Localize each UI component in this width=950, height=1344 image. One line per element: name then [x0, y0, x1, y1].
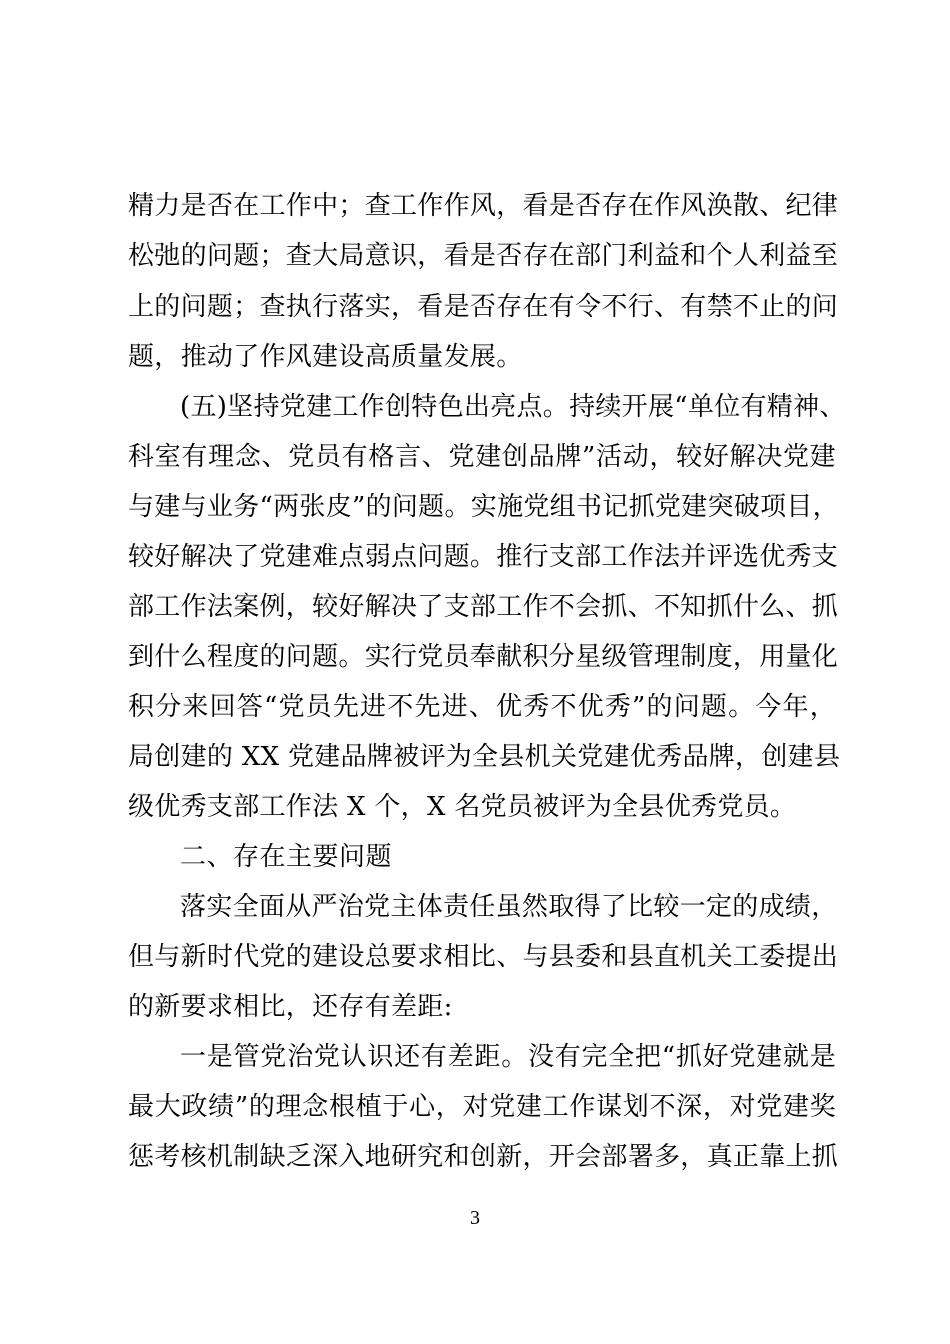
body-text-line: 松弛的问题；查大局意识，看是否存在部门利益和个人利益至: [128, 241, 839, 271]
body-text-line: 的新要求相比，还存有差距:: [128, 992, 453, 1022]
body-text-line: 科室有理念、党员有格言、党建创品牌”活动，较好解决党建: [128, 442, 836, 472]
section-heading: 二、存在主要问题: [180, 842, 393, 872]
body-text-line: 局创建的 XX 党建品牌被评为全县机关党建优秀品牌，创建县: [128, 742, 841, 772]
body-text-line: 部工作法案例，较好解决了支部工作不会抓、不知抓什么、抓: [128, 592, 839, 622]
body-text-line: 题，推动了作风建设高质量发展。: [128, 342, 523, 372]
body-text-line: 最大政绩”的理念根植于心，对党建工作谋划不深，对党建奖: [128, 1092, 836, 1122]
body-text-line: 但与新时代党的建设总要求相比、与县委和县直机关工委提出: [128, 942, 839, 972]
body-text-line: 一是管党治党认识还有差距。没有完全把“抓好党建就是: [180, 1042, 836, 1072]
page-number: 3: [470, 1207, 480, 1229]
body-text-line: 较好解决了党建难点弱点问题。推行支部工作法并评选优秀支: [128, 542, 839, 572]
body-text-line: 落实全面从严治党主体责任虽然取得了比较一定的成绩，: [180, 892, 838, 922]
section-5-heading-line: (五)坚持党建工作创特色出亮点。持续开展“单位有精神、: [180, 392, 846, 422]
body-text-line: 积分来回答“党员先进不先进、优秀不优秀”的问题。今年，: [128, 692, 836, 722]
body-text-line: 上的问题；查执行落实，看是否存在有令不行、有禁不止的问: [128, 292, 839, 322]
body-text-line: 精力是否在工作中；查工作作风，看是否存在作风涣散、纪律: [128, 191, 839, 221]
body-text-line: 级优秀支部工作法 X 个，X 名党员被评为全县优秀党员。: [128, 792, 797, 822]
body-text-line: 到什么程度的问题。实行党员奉献积分星级管理制度，用量化: [128, 642, 839, 672]
body-text-line: 与建与业务“两张皮”的问题。实施党组书记抓党建突破项目，: [128, 492, 839, 522]
body-text-line: 惩考核机制缺乏深入地研究和创新，开会部署多，真正靠上抓: [128, 1142, 839, 1172]
